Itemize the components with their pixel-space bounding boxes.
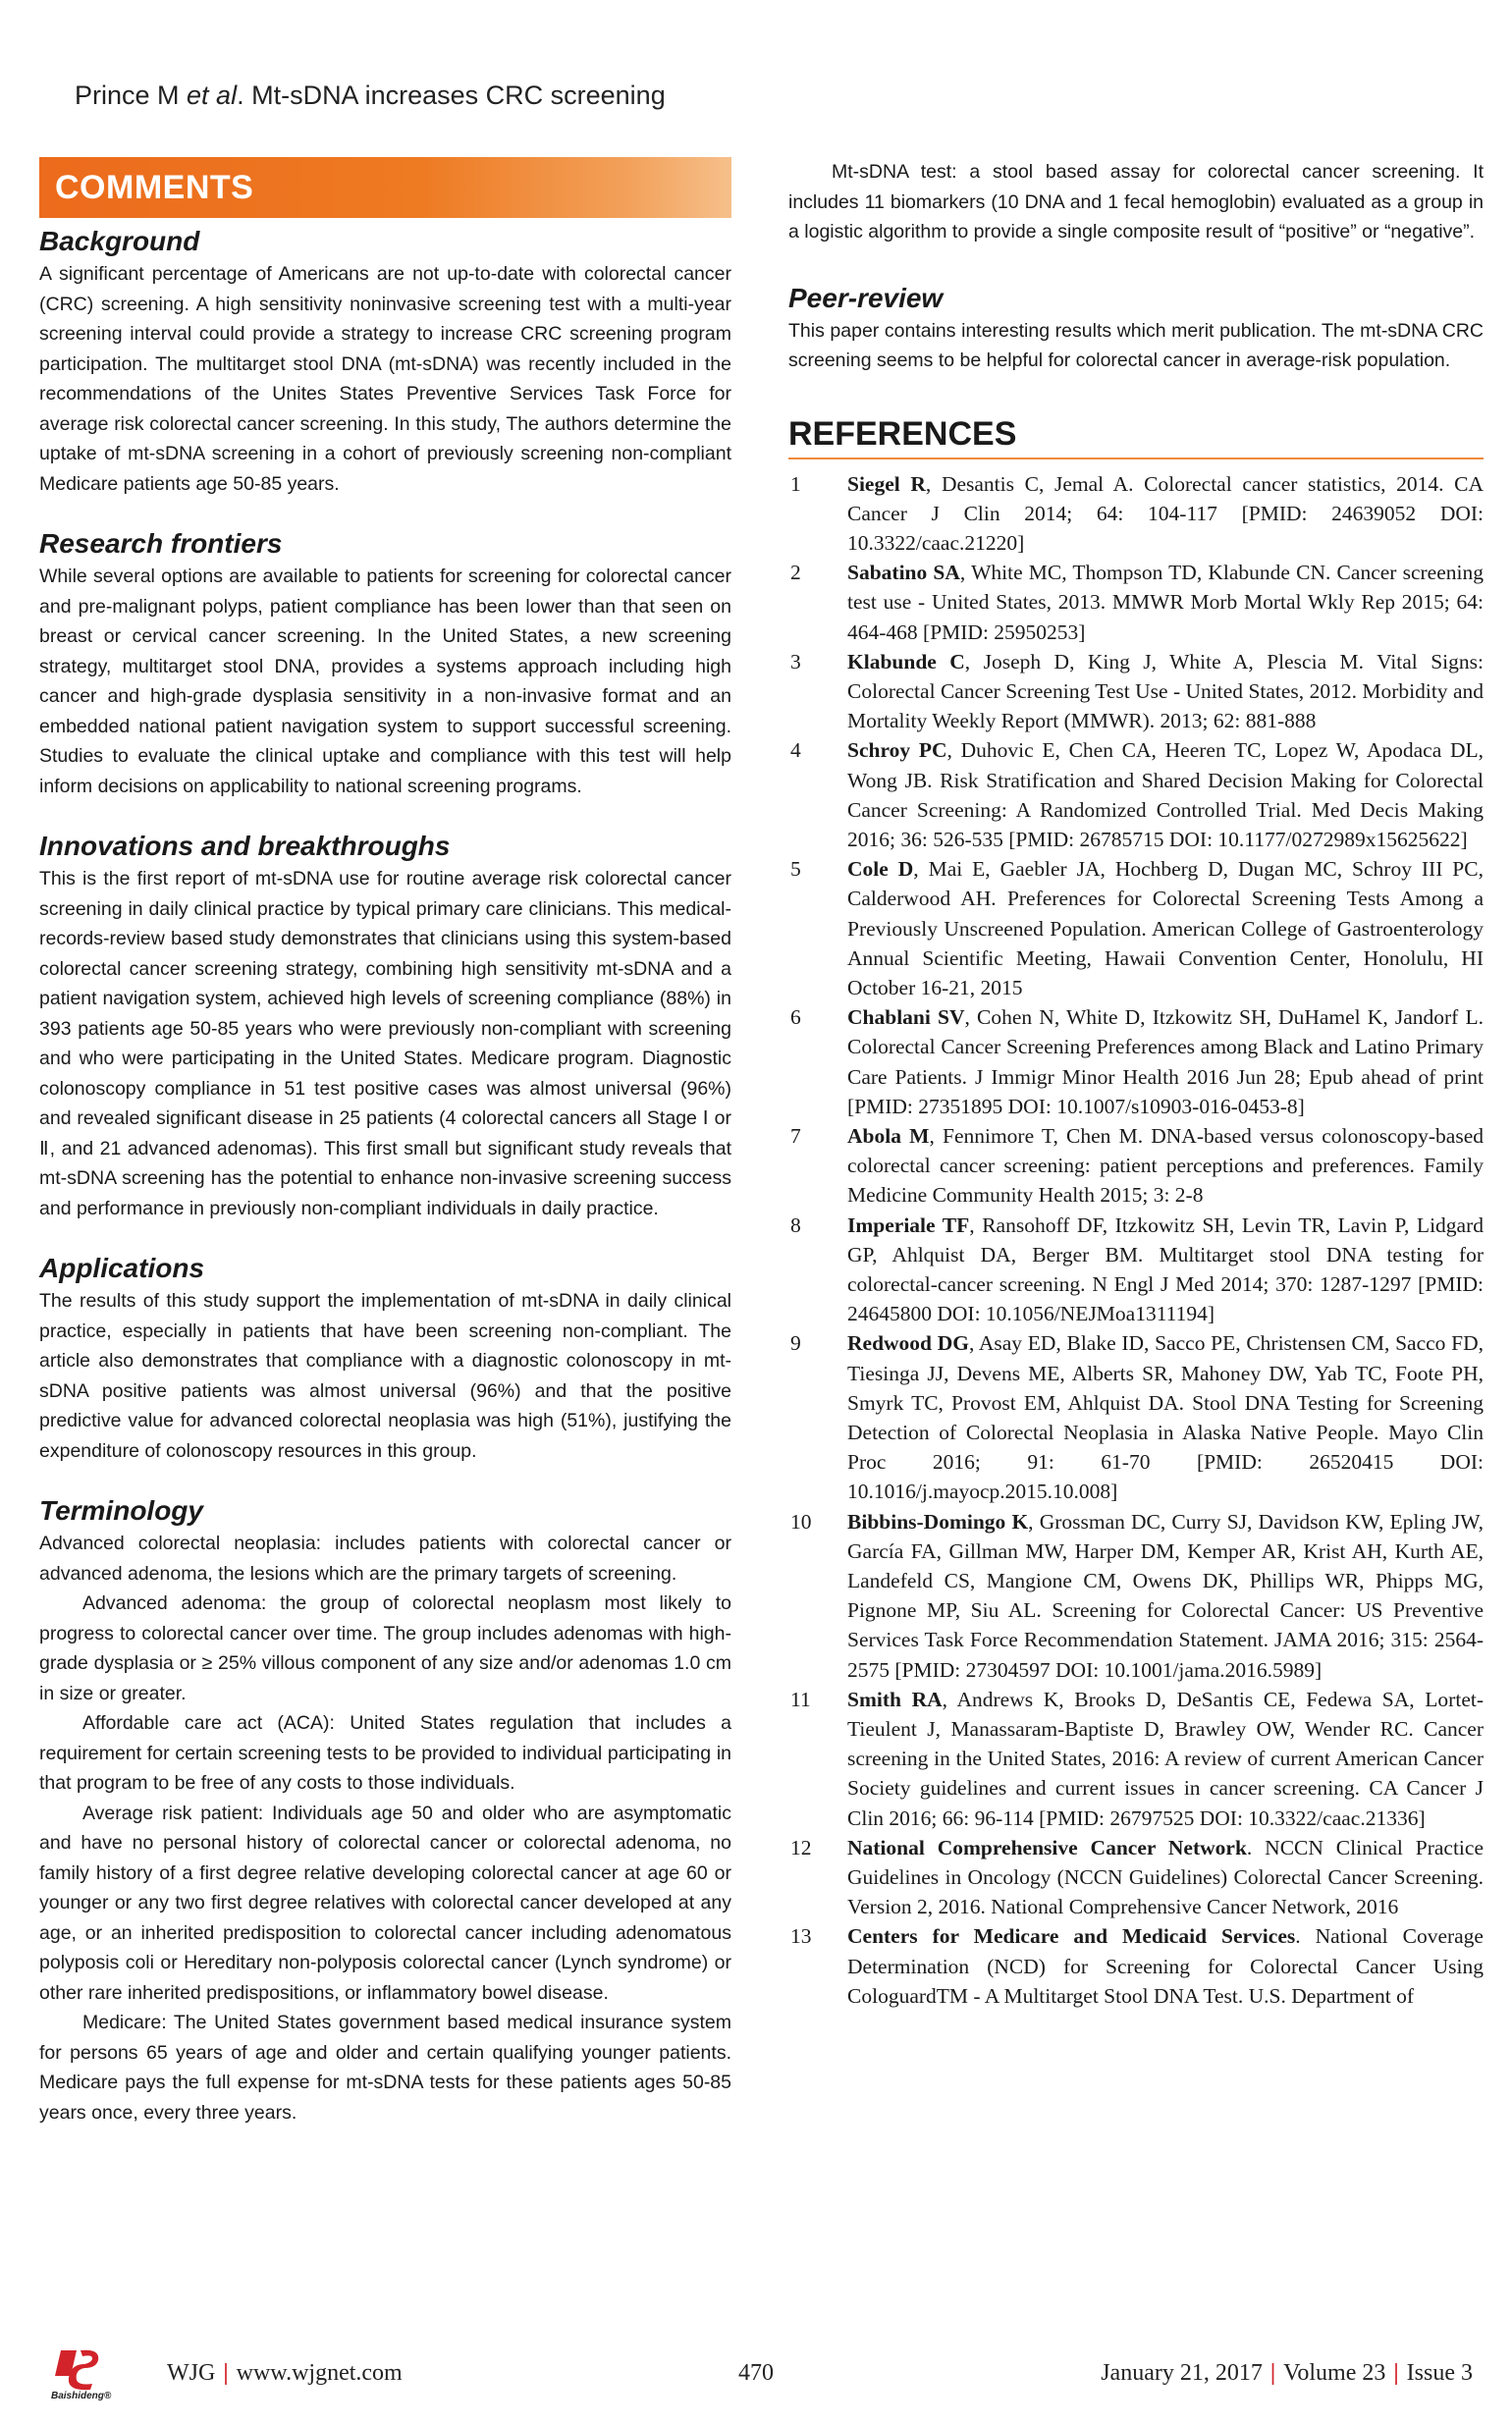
reference-text <box>847 1002 1484 1121</box>
reference-citation: , Mai E, Gaebler JA, Hochberg D, Dugan MC, Schroy III PC, Calderwood AH. Preferences for Colorectal Screening Tests Among a Previously Unscreened Population. American College of Gastroenterology Annual Scientific Meeting, Hawaii Convention Center, Honolulu, HI October 16-21, 2015 <box>847 857 1484 999</box>
reference-number: 1 <box>790 471 801 496</box>
reference-first-author: Schroy PC <box>847 738 947 763</box>
reference-item <box>788 1002 1484 1121</box>
separator-bar: | <box>1269 2360 1276 2386</box>
peer-review-heading: Peer-review <box>788 282 944 313</box>
terminology-paragraph: Average risk patient: Individuals age 50 and older who are asymptomatic and have no personal history of colorectal cancer or colorectal adenoma, no family history of a first degree relative developing colorectal cancer at age 60 or younger or any two first degree relatives with colorectal cancer developed at any age, or an inherited predisposition to colorectal cancer including adenomatous polyposis coli or Hereditary non-polyposis colorectal cancer (Lynch syndrome) or other rare inherited predispositions, or inflammatory bowel disease. <box>39 1802 731 2004</box>
reference-first-author: Centers for Medicare and Medicaid Services <box>847 1924 1296 1949</box>
reference-number: 12 <box>790 1835 812 1859</box>
comments-banner: COMMENTS <box>39 157 731 218</box>
reference-text <box>847 735 1484 854</box>
volume: Volume 23 <box>1283 2360 1386 2386</box>
reference-text <box>847 1211 1484 1329</box>
reference-item <box>788 1507 1484 1685</box>
left-column <box>39 157 731 2128</box>
reference-first-author: Redwood DG <box>847 1331 969 1356</box>
reference-citation: , Desantis C, Jemal A. Colorectal cancer statistics, 2014. CA Cancer J Clin 2014; 64: 104-117 [PMID: 24639052 DOI: 10.3322/caac.21220] <box>847 471 1484 555</box>
reference-text <box>847 1685 1484 1833</box>
reference-first-author: Klabunde C <box>847 649 965 674</box>
reference-text <box>847 469 1484 559</box>
research-frontiers-text: While several options are available to patients for screening for colorectal cancer and pre-malignant polyps, patient compliance has been lower than that seen on breast or cervical cancer screening. In the United States, a new screening strategy, multitarget stool DNA, provides a systems approach including high cancer and high-grade dysplasia sensitivity in a non-invasive format and an embedded national patient navigation system to support successful screening. Studies to evaluate the clinical uptake and compliance with this test will help inform decisions on applicability to national screening programs. <box>39 566 731 797</box>
reference-item <box>788 1121 1484 1211</box>
reference-item <box>788 1921 1484 2011</box>
reference-text <box>847 1507 1484 1685</box>
innovations-text: This is the first report of mt-sDNA use for routine average risk colorectal cancer screening in daily clinical practice by typical primary care clinicians. This medical-records-review based study demonstrates that clinicians using this system-based colorectal cancer screening strategy, combining high sensitivity mt-sDNA and a patient navigation system, achieved high levels of screening compliance (88%) in 393 patients age 50-85 years who were previously non-compliant with screening and who were participating in the United States. Medicare program. Diagnostic colonoscopy compliance in 51 test positive cases was almost universal (96%) and revealed significant disease in 25 patients (4 colorectal cancers all Stage Ⅰ or Ⅱ, and 21 advanced adenomas). This first small but significant study reveals that mt-sDNA screening has the potential to enhance non-invasive screening success and performance in previously non-compliant individuals in daily practice. <box>39 868 731 1219</box>
applications-section <box>39 1251 731 1466</box>
journal-url[interactable]: www.wjgnet.com <box>236 2360 403 2386</box>
terminology-paragraph: Affordable care act (ACA): United States regulation that includes a requirement for certain screening tests to be provided to individual participating in that program to be free of any costs to those individuals. <box>39 1712 731 1794</box>
reference-number: 8 <box>790 1212 801 1237</box>
running-header <box>75 81 666 111</box>
reference-item <box>788 735 1484 854</box>
mtsdna-definition: Mt-sDNA test: a stool based assay for colorectal cancer screening. It includes 11 biomarkers (10 DNA and 1 fecal hemoglobin) evaluated as a group in a logistic algorithm to provide a single composite result of “positive” or “negative”. <box>788 161 1484 242</box>
reference-citation: , Cohen N, White D, Itzkowitz SH, DuHamel K, Jandorf L. Colorectal Cancer Screening Preferences among Black and Latino Primary Care Patients. J Immigr Minor Health 2016 Jun 28; Epub ahead of print [PMID: 27351895 DOI: 10.1007/s10903-016-0453-8] <box>847 1005 1484 1118</box>
terminology-heading: Terminology <box>39 1495 203 1526</box>
reference-item <box>788 1685 1484 1833</box>
issue-date: January 21, 2017 <box>1101 2360 1263 2386</box>
reference-text <box>847 1921 1484 2011</box>
innovations-section <box>39 829 731 1223</box>
reference-list <box>788 469 1484 2012</box>
reference-number: 4 <box>790 738 801 763</box>
reference-item <box>788 854 1484 1002</box>
reference-citation: , Duhovic E, Chen CA, Heeren TC, Lopez W, Apodaca DL, Wong JB. Risk Stratification and Shared Decision Making for Colorectal Cancer Screening: A Randomized Controlled Trial. Med Decis Making 2016; 36: 526-535 [PMID: 26785715 DOI: 10.1177/0272989x15625622] <box>847 738 1484 851</box>
reference-number: 6 <box>790 1005 801 1030</box>
reference-number: 3 <box>790 649 801 674</box>
peer-review-text: This paper contains interesting results which merit publication. The mt-sDNA CRC screening seems to be helpful for colorectal cancer in average-risk population. <box>788 319 1484 371</box>
reference-first-author: Chablani SV <box>847 1005 965 1030</box>
background-text: A significant percentage of Americans are not up-to-date with colorectal cancer (CRC) screening. A high sensitivity noninvasive screening test with a multi-year screening interval could provide a strategy to increase CRC screening program participation. The multitarget stool DNA (mt-sDNA) was recently included in the recommendations of the Unites States Preventive Services Task Force for average risk colorectal cancer screening. In this study, The authors determine the uptake of mt-sDNA screening in a cohort of previously screening non-compliant Medicare patients age 50-85 years. <box>39 263 731 495</box>
reference-number: 9 <box>790 1331 801 1356</box>
research-frontiers-heading: Research frontiers <box>39 528 283 559</box>
reference-number: 5 <box>790 857 801 882</box>
reference-first-author: Imperiale TF <box>847 1212 970 1237</box>
page-footer <box>0 2346 1512 2405</box>
reference-first-author: Cole D <box>847 857 914 882</box>
footer-journal <box>167 2360 403 2387</box>
reference-citation: . National Coverage Determination (NCD) for Screening for Colorectal Cancer Using CologuardTM - A Multitarget Stool DNA Test. U.S. Department of <box>847 1924 1484 2008</box>
background-heading: Background <box>39 226 200 256</box>
header-etal: et al <box>187 81 238 110</box>
reference-item <box>788 1328 1484 1506</box>
reference-text <box>847 647 1484 736</box>
reference-first-author: Sabatino SA <box>847 561 960 585</box>
reference-citation: , Fennimore T, Chen M. DNA-based versus colonoscopy-based colorectal cancer screening: patient perceptions and preferences. Family Medicine Community Health 2015; 3: 2-8 <box>847 1123 1485 1208</box>
header-authors: Prince M <box>75 81 188 110</box>
applications-heading: Applications <box>39 1253 205 1283</box>
reference-text <box>847 854 1484 1002</box>
footer-issue-info <box>1101 2360 1473 2387</box>
reference-text <box>847 1833 1484 1922</box>
reference-citation: , Ransohoff DF, Itzkowitz SH, Levin TR, Lavin P, Lidgard GP, Ahlquist DA, Berger BM. Multitarget stool DNA testing for colorectal-cancer screening. N Engl J Med 2014; 370: 1287-1297 [PMID: 24645800 DOI: 10.1056/NEJMoa1311194] <box>847 1212 1484 1326</box>
reference-item <box>788 558 1484 647</box>
reference-first-author: Abola M <box>847 1123 930 1148</box>
reference-first-author: Bibbins-Domingo K <box>847 1509 1029 1534</box>
header-title: . Mt-sDNA increases CRC screening <box>237 81 666 110</box>
page-number: 470 <box>738 2360 774 2386</box>
terminology-section <box>39 1493 731 2128</box>
reference-citation: , Andrews K, Brooks D, DeSantis CE, Fedewa SA, Lortet-Tieulent J, Manassaram-Baptiste D, Brawley OW, Wender RC. Cancer screening in the United States, 2016: A review of current American Cancer Society guidelines and current issues in cancer screening. CA Cancer J Clin 2016; 66: 96-114 [PMID: 26797525 DOI: 10.3322/caac.21336] <box>847 1687 1484 1830</box>
reference-item <box>788 1211 1484 1329</box>
reference-first-author: National Comprehensive Cancer Network <box>847 1835 1247 1859</box>
reference-text <box>847 1121 1484 1211</box>
reference-item <box>788 647 1484 736</box>
logo-wordmark: Baishideng® <box>51 2391 112 2401</box>
reference-number: 7 <box>790 1123 801 1148</box>
reference-text <box>847 1328 1484 1506</box>
baishideng-logo <box>47 2346 145 2401</box>
terminology-paragraph: Advanced adenoma: the group of colorectal neoplasm most likely to progress to colorectal cancer over time. The group includes adenomas with high-grade dysplasia or ≥ 25% villous component of any size and/or adenomas 1.0 cm in size or greater. <box>39 1592 731 1704</box>
reference-citation: . NCCN Clinical Practice Guidelines in Oncology (NCCN Guidelines) Colorectal Cancer Screening. Version 2, 2016. National Comprehensive Cancer Network, 2016 <box>847 1835 1484 1919</box>
terminology-paragraph: Advanced colorectal neoplasia: includes patients with colorectal cancer or advanced adenoma, the lesions which are the primary targets of screening. <box>39 1533 731 1585</box>
reference-first-author: Siegel R <box>847 471 926 496</box>
innovations-heading: Innovations and breakthroughs <box>39 831 451 861</box>
issue: Issue 3 <box>1406 2360 1473 2386</box>
reference-item <box>788 469 1484 559</box>
journal-abbrev: WJG <box>167 2360 216 2386</box>
separator-bar: | <box>223 2360 229 2386</box>
research-frontiers-section <box>39 526 731 801</box>
right-column <box>788 157 1484 2011</box>
terminology-paragraph: Medicare: The United States government based medical insurance system for persons 65 years of age and older and certain qualifying younger patients. Medicare pays the full expense for mt-sDNA tests for these patients ages 50-85 years once, every three years. <box>39 2012 731 2124</box>
separator-bar: | <box>1393 2360 1399 2386</box>
reference-item <box>788 1833 1484 1922</box>
reference-number: 13 <box>790 1924 812 1949</box>
reference-text <box>847 558 1484 647</box>
peer-review-section <box>788 281 1484 376</box>
reference-citation: , White MC, Thompson TD, Klabunde CN. Cancer screening test use - United States, 2013. MMWR Morb Mortal Wkly Rep 2015; 64: 464-468 [PMID: 25950253] <box>847 561 1484 644</box>
reference-number: 10 <box>790 1509 812 1534</box>
reference-citation: , Asay ED, Blake ID, Sacco PE, Christensen CM, Sacco FD, Tiesinga JJ, Devens ME, Alberts SR, Mahoney DW, Yab TC, Foote PH, Smyrk TC, Provost EM, Ahlquist DA. Stool DNA Testing for Screening Detection of Colorectal Neoplasia in Alaska Native People. Mayo Clin Proc 2016; 91: 61-70 [PMID: 26520415 DOI: 10.1016/j.mayocp.2015.10.008] <box>847 1331 1484 1504</box>
background-section <box>39 224 731 499</box>
reference-first-author: Smith RA <box>847 1687 943 1711</box>
reference-number: 2 <box>790 561 801 585</box>
references-heading: REFERENCES <box>788 415 1484 459</box>
reference-citation: , Joseph D, King J, White A, Plescia M. Vital Signs: Colorectal Cancer Screening Test Use - United States, 2012. Morbidity and Mortality Weekly Report (MMWR). 2013; 62: 881-888 <box>847 649 1484 733</box>
applications-text: The results of this study support the implementation of mt-sDNA in daily clinical practice, especially in patients that have been screening non-compliant. The article also demonstrates that compliance with a diagnostic colonoscopy in mt-sDNA positive patients was almost universal (96%) and that the positive predictive value for advanced colorectal neoplasia was high (51%), justifying the expenditure of colonoscopy resources in this group. <box>39 1290 731 1462</box>
reference-number: 11 <box>790 1687 811 1711</box>
reference-citation: , Grossman DC, Curry SJ, Davidson KW, Epling JW, García FA, Gillman MW, Harper DM, Kemper AR, Krist AH, Kurth AE, Landefeld CS, Mangione CM, Owens DK, Phillips WR, Phipps MG, Pignone MP, Siu AL. Screening for Colorectal Cancer: US Preventive Services Task Force Recommendation Statement. JAMA 2016; 315: 2564-2575 [PMID: 27304597 DOI: 10.1001/jama.2016.5989] <box>847 1509 1484 1682</box>
